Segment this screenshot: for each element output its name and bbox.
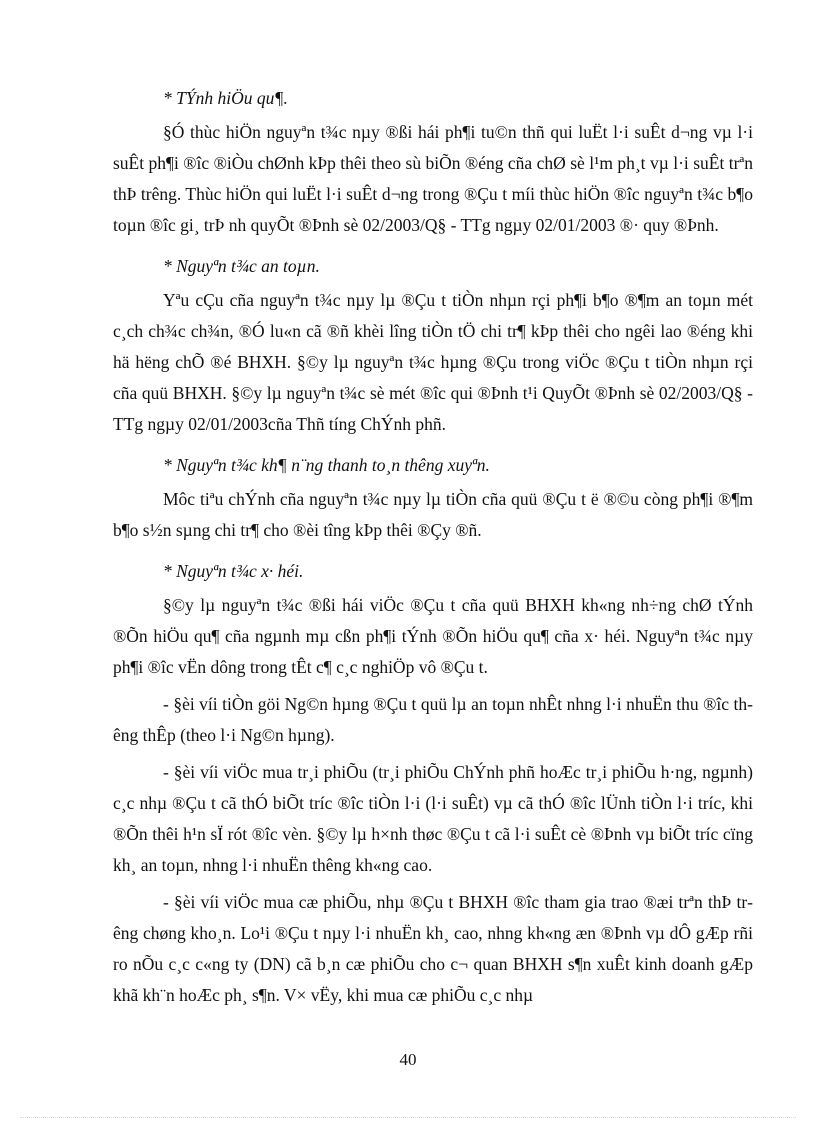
paragraph: Môc tiªu chÝnh cña nguyªn t¾c nµy lµ tiÒn cña quü ®Çu t ë ®©u còng ph¶i ®¶m b¶o s½n sµng chi tr¶ cho ®èi tîng kÞp thêi ®Çy ®ñ. <box>113 489 753 540</box>
paragraph: - §èi víi viÖc mua tr¸i phiÕu (tr¸i phiÕu ChÝnh phñ hoÆc tr¸i phiÕu h·ng, ngµnh) c¸c nhµ ®Çu t cã thÓ biÕt tríc ®îc tiÒn l·i (l·i suÊt) vµ cã thÓ ®îc lÜnh tiÒn l·i tríc, khi ®Õn thêi h¹n sÏ rót ®îc vèn. §©y lµ h×nh thøc ®Çu t cã l·i suÊt cè ®Þnh vµ biÕt tríc cïng kh¸ an toµn, nhng l·i nhuËn thêng kh«ng cao. <box>113 762 753 875</box>
paragraph: - §èi víi viÖc mua cæ phiÕu, nhµ ®Çu t BHXH ®îc tham gia trao ®æi trªn thÞ trêng chøng kho¸n. Lo¹i ®Çu t nµy l·i nhuËn kh¸ cao, nhng kh«ng æn ®Þnh vµ dÔ gÆp rñi ro nÕu c¸c c«ng ty (DN) cã b¸n cæ phiÕu cho c¬ quan BHXH s¶n xuÊt kinh doanh gÆp khã kh¨n hoÆc ph¸ s¶n. V× vËy, khi mua cæ phiÕu c¸c nhµ <box>113 892 753 1005</box>
page-number: 40 <box>399 1050 417 1069</box>
page-body <box>113 79 753 1017</box>
section-heading: * Nguyªn t¾c x· héi. <box>163 561 304 581</box>
section-heading: * Nguyªn t¾c kh¶ n¨ng thanh to¸n thêng xuyªn. <box>163 455 490 475</box>
paragraph: - §èi víi tiÒn göi Ng©n hµng ®Çu t quü lµ an toµn nhÊt nhng l·i nhuËn thu ®îc thêng thÊp (theo l·i Ng©n hµng). <box>113 694 753 745</box>
paragraph: §Ó thùc hiÖn nguyªn t¾c nµy ®ßi hái ph¶i tu©n thñ qui luËt l·i suÊt d¬ng vµ l·i suÊt ph¶i ®îc ®iÒu chØnh kÞp thêi theo sù biÕn ®éng cña chØ sè l¹m ph¸t vµ l·i suÊt trªn thÞ trêng. Thùc hiÖn qui luËt l·i suÊt d¬ng trong ®Çu t míi thùc hiÖn ®îc nguyªn t¾c b¶o toµn ®îc gi¸ trÞ nh quyÕt ®Þnh sè 02/2003/Q§ - TTg ngµy 02/01/2003 ®· quy ®Þnh. <box>113 122 753 235</box>
paragraph: Yªu cÇu cña nguyªn t¾c nµy lµ ®Çu t tiÒn nhµn rçi ph¶i b¶o ®¶m an toµn mét c¸ch ch¾c ch¾n, ®Ó lu«n cã ®ñ khèi lîng tiÒn tÖ chi tr¶ kÞp thêi cho ngêi lao ®éng khi hä hëng chÕ ®é BHXH. §©y lµ nguyªn t¾c hµng ®Çu trong viÖc ®Çu t tiÒn nhµn rçi cña quü BHXH. §©y lµ nguyªn t¾c sè mét ®îc qui ®Þnh t¹i QuyÕt ®Þnh sè 02/2003/Q§ -TTg ngµy 02/01/2003cña Thñ tíng ChÝnh phñ. <box>113 290 753 434</box>
paragraph: §©y lµ nguyªn t¾c ®ßi hái viÖc ®Çu t cña quü BHXH kh«ng nh÷ng chØ tÝnh ®Õn hiÖu qu¶ cña ngµnh mµ cßn ph¶i tÝnh ®Õn hiÖu qu¶ cña x· héi. Nguyªn t¾c nµy ph¶i ®îc vËn dông trong tÊt c¶ c¸c nghiÖp vô ®Çu t. <box>113 595 753 677</box>
section-heading: * Nguyªn t¾c an toµn. <box>163 256 320 276</box>
page-bottom-rule <box>20 1117 796 1118</box>
section-heading: * TÝnh hiÖu qu¶. <box>163 88 288 108</box>
